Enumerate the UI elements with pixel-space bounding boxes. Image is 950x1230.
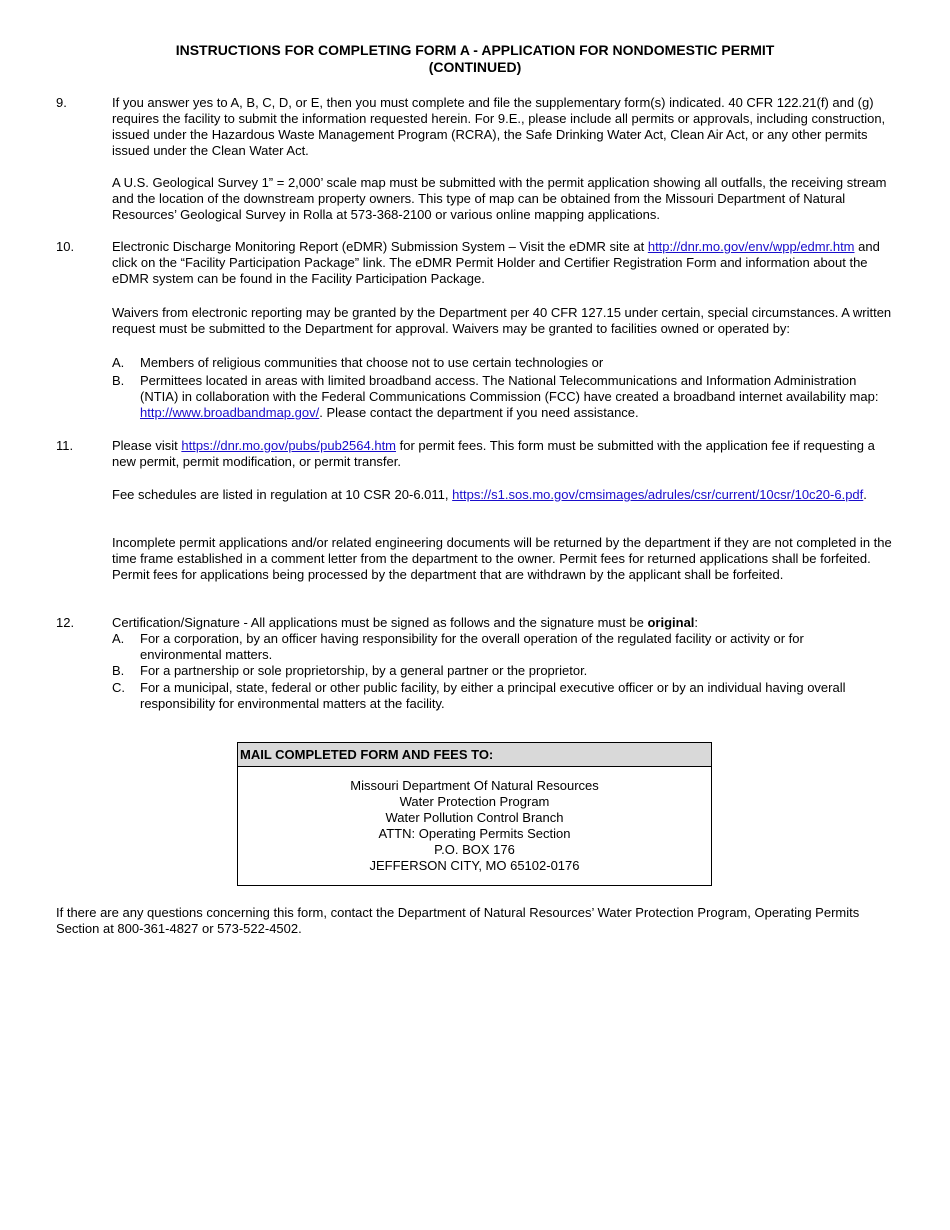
contact-footer: If there are any questions concerning this form, contact the Department of Natural Resources’ Water Protection Program, Operating Permits Section at 800-361-4827 or 573-522-4502.	[56, 905, 860, 936]
item-12-b-letter: B.	[112, 663, 125, 678]
item-12-a-letter: A.	[112, 631, 125, 646]
item-9-paragraph-2: A U.S. Geological Survey 1” = 2,000’ scale map must be submitted with the permit application showing all outfalls, the receiving stream and the location of the downstream property owners. This type of map can be obtained from the Missouri Department of Natural Resources’ Geological Survey in Rolla at 573-368-2100 or various online mapping applications.	[112, 175, 887, 222]
item-11-paragraph-2	[112, 487, 902, 503]
mail-line-3: Water Pollution Control Branch	[385, 810, 564, 825]
broadband-map-link[interactable]: http://www.broadbandmap.gov/	[140, 405, 320, 420]
item-10-b-text-b: . Please contact the department if you need assistance.	[319, 405, 639, 420]
mail-box-heading: MAIL COMPLETED FORM AND FEES TO:	[238, 743, 711, 767]
item-9-number: 9.	[56, 95, 67, 110]
edmr-link[interactable]: http://dnr.mo.gov/env/wpp/edmr.htm	[647, 239, 855, 254]
mail-line-5: P.O. BOX 176	[434, 842, 515, 857]
title-line-1: INSTRUCTIONS FOR COMPLETING FORM A - APPLICATION FOR NONDOMESTIC PERMIT	[175, 42, 775, 58]
item-10-paragraph-2: Waivers from electronic reporting may be granted by the Department per 40 CFR 127.15 under certain, special circumstances. A written request must be submitted to the Department for approval. Waivers may be granted to facilities owned or operated by:	[112, 305, 892, 336]
item-10-b-letter: B.	[112, 373, 125, 388]
item-11-text-b: for permit fees. This form must be submitted with the application fee if requesting a new permit, permit modification, or permit transfer.	[112, 438, 875, 469]
mail-line-1: Missouri Department Of Natural Resources	[350, 778, 599, 793]
item-12-c-letter: C.	[112, 680, 125, 695]
item-10-b-text	[140, 373, 880, 421]
fee-schedule-link[interactable]: https://s1.sos.mo.gov/cmsimages/adrules/csr/current/10csr/10c20-6.pdf	[452, 487, 864, 502]
item-11-p2-text-a: Fee schedules are listed in regulation at 10 CSR 20-6.011,	[112, 487, 453, 502]
item-12-number: 12.	[56, 615, 75, 630]
item-10-a-text: Members of religious communities that choose not to use certain technologies or	[140, 355, 604, 370]
item-11-paragraph-1	[112, 438, 902, 470]
permit-fees-link[interactable]: https://dnr.mo.gov/pubs/pub2564.htm	[181, 438, 397, 453]
item-12-text-a: Certification/Signature - All applications must be signed as follows and the signature must be	[112, 615, 648, 630]
page-title	[0, 42, 950, 76]
item-11-number: 11.	[56, 438, 74, 453]
item-11-paragraph-3: Incomplete permit applications and/or related engineering documents will be returned by the department if they are not completed in the time frame established in a comment letter from the department to the owner. Permit fees for returned applications shall be forfeited. Permit fees for applications being processed by the department that are withdrawn by the applicant shall be forfeited.	[112, 535, 892, 582]
item-9-paragraph-1: If you answer yes to A, B, C, D, or E, then you must complete and file the supplementary form(s) indicated. 40 CFR 122.21(f) and (g) requires the facility to submit the information requested herein. For 9.E., please include all permits or approvals, including construction, issued under the Hazardous Waste Management Program (RCRA), the Safe Drinking Water Act, Clean Air Act, or any other permits issued under the Clean Water Act.	[112, 95, 886, 158]
mail-line-4: ATTN: Operating Permits Section	[378, 826, 571, 841]
item-10-text-a: Electronic Discharge Monitoring Report (eDMR) Submission System – Visit the eDMR site at	[112, 239, 648, 254]
item-10-b-text-a: Permittees located in areas with limited broadband access. The National Telecommunications and Information Administration (NTIA) in collaboration with the Federal Communications Commission (FCC) have created a broadband internet availability map:	[140, 373, 879, 404]
mail-line-2: Water Protection Program	[399, 794, 550, 809]
item-12-c-text: For a municipal, state, federal or other public facility, by either a principal executive officer or by an individual having overall responsibility for environmental matters at the facility.	[140, 680, 846, 711]
mail-address-lines	[238, 767, 711, 874]
item-11-p2-text-b: .	[863, 487, 867, 502]
item-12-a-text: For a corporation, by an officer having responsibility for the overall operation of the regulated facility or activity or for environmental matters.	[140, 631, 804, 662]
title-line-2: (CONTINUED)	[428, 59, 522, 75]
mail-line-6: JEFFERSON CITY, MO 65102-0176	[369, 858, 580, 873]
mail-address-box	[237, 742, 712, 886]
item-10-text-b: and click on the “Facility Participation Package” link. The eDMR Permit Holder and Certifier Registration Form and information about the eDMR system can be found in the Facility Participation Package.	[112, 239, 880, 286]
item-10-paragraph-1	[112, 239, 902, 287]
item-12-bold-original: original	[647, 615, 695, 630]
item-10-a-letter: A.	[112, 355, 125, 370]
item-10-number: 10.	[56, 239, 75, 254]
item-12-b-text: For a partnership or sole proprietorship, by a general partner or the proprietor.	[140, 663, 588, 678]
item-12-paragraph-1	[112, 615, 902, 631]
item-11-text-a: Please visit	[112, 438, 182, 453]
item-12-text-b: :	[694, 615, 699, 630]
